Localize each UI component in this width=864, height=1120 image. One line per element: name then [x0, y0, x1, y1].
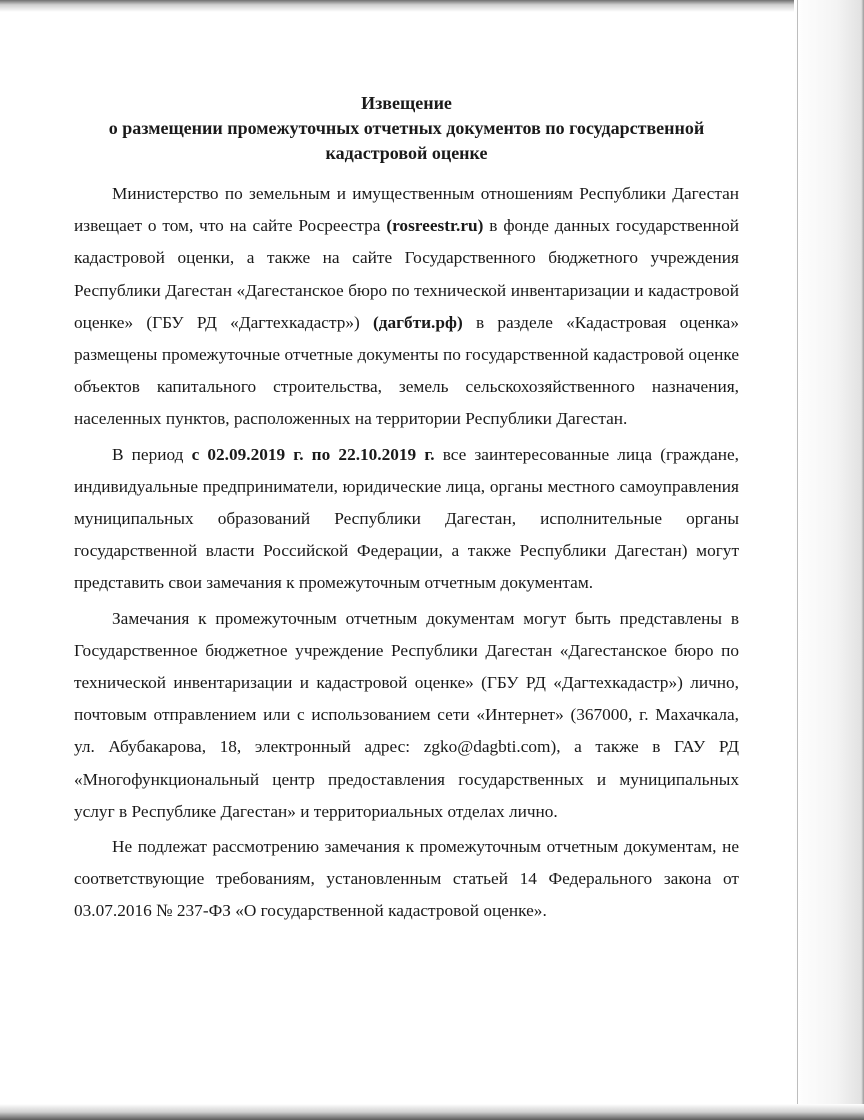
dagbti-site-link: (дагбти.рф) — [372, 312, 463, 332]
document-title: Извещение — [361, 93, 452, 113]
paragraph-text: в разделе «Кадастровая оценка» размещены промежуточные отчетные документы по государственной кадастровой оценке объектов капитального строительства, земель сельскохозяйственного назначения, населенных пунктов, расположенных на территории Республики Дагестан. — [74, 312, 739, 429]
scan-edge-right — [794, 0, 864, 1120]
document-subtitle-line-2: кадастровой оценке — [325, 143, 488, 163]
paragraph-period — [74, 439, 739, 600]
paragraph-text: все заинтересованные лица (граждане, индивидуальные предприниматели, юридические лица, органы местного самоуправления муниципальных образований Республики Дагестан, исполнительные органы государственной власти Российской Федерации, а также Республики Дагестан) могут представить свои замечания к промежуточным отчетным документам. — [74, 444, 739, 593]
paragraph-text: Министерство по земельным и имущественным отношениям Республики Дагестан извещает о том, что на сайте Росреестра — [74, 184, 739, 236]
scan-page-border — [797, 0, 798, 1120]
paragraph-publication — [74, 178, 739, 436]
document-subtitle-line-1: о размещении промежуточных отчетных документов по государственной — [108, 118, 705, 138]
paragraph-rejection: Не подлежат рассмотрению замечания к промежуточным отчетным документам, не соответствующие требованиям, установленным статьей 14 Федерального закона от 03.07.2016 № 237-ФЗ «О государственной кадастровой оценке». — [74, 837, 739, 921]
scan-edge-bottom — [0, 1104, 864, 1120]
document-header — [74, 91, 739, 166]
document-body — [74, 178, 739, 928]
scan-edge-top — [0, 0, 864, 12]
rosreestr-site-link: (rosreestr.ru) — [386, 216, 484, 236]
paragraph-text: в фонде данных государственной кадастровой оценки, а также на сайте Государственного бюджетного учреждения Республики Дагестан «Дагестанское бюро по технической инвентаризации и кадастровой оценке» (ГБУ РД «Дагтехкадастр») — [74, 216, 739, 332]
paragraph-submission: Замечания к промежуточным отчетным документам могут быть представлены в Государственное бюджетное учреждение Республики Дагестан «Дагестанское бюро по технической инвентаризации и кадастровой оценке» (ГБУ РД «Дагтехкадастр») лично, почтовым отправлением или с использованием сети «Интернет» (367000, г. Махачкала, ул. Абубакарова, 18, электронный адрес: zgko@dagbti.com), а также в ГАУ РД «Многофункциональный центр предоставления государственных и муниципальных услуг в Республике Дагестан» и территориальных отделах лично. — [74, 608, 739, 821]
paragraph-text: В период — [112, 444, 192, 464]
comment-period: с 02.09.2019 г. по 22.10.2019 г. — [191, 444, 435, 464]
